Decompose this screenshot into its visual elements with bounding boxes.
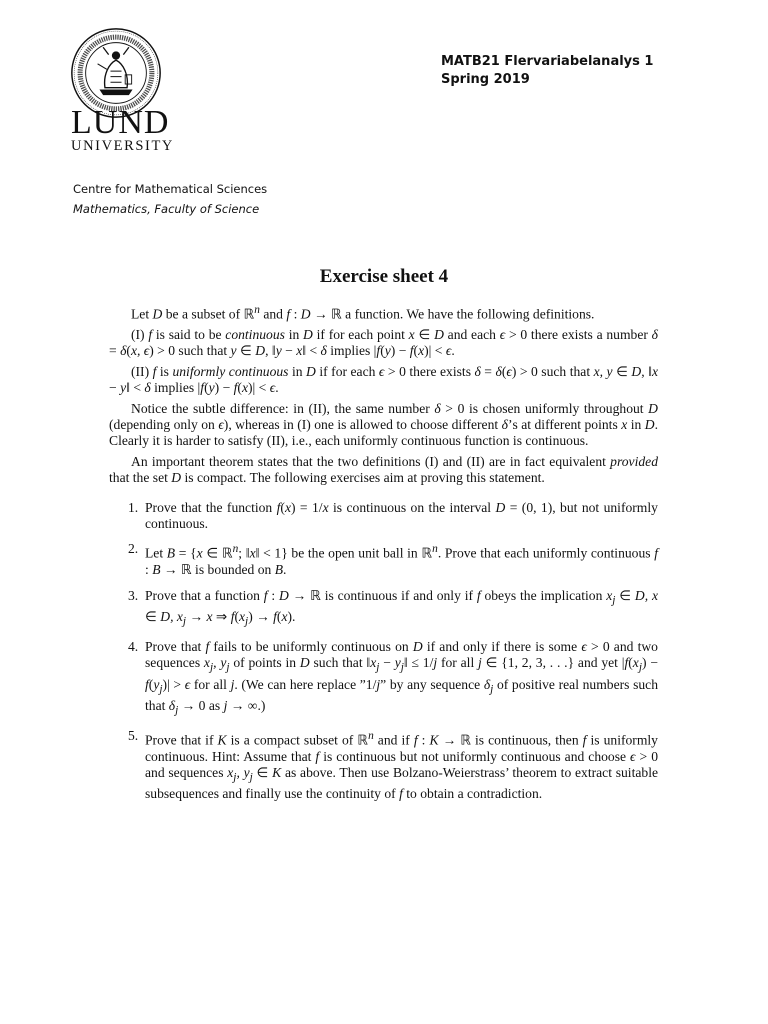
course-term: Spring 2019: [441, 72, 530, 87]
exercise-number: 5.: [128, 727, 139, 743]
definition-uniform: (II) f is uniformly continuous in D if for each ϵ > 0 there exists δ = δ(ϵ) > 0 such that x, y ∈ D, ‖x − y‖ < δ implies |f(y) − f(x)| < ϵ.: [109, 363, 659, 396]
exercise-number: 4.: [128, 639, 139, 654]
document-body: [109, 302, 658, 812]
exercise-number: 1.: [128, 499, 139, 515]
exercise-list: [109, 500, 658, 803]
exercise-item: 5. Prove that if K is a compact subset of ℝ$^n$ and if f : K → ℝ is continuous, then f is uniformly continuous. Hint: Assume that f is continuous but not uniformly continuous and choose ϵ > 0 and sequences $x_j$, $y_j$ ∈ K as above. Then use Bolzano-Weierstrass’ theorem to extract suitable subsequences and finally use the continuity of f to obtain a contradiction.: [128, 727, 659, 802]
faculty-name: Mathematics, Faculty of Science: [73, 201, 260, 216]
exercise-item: 2. Let B = {x ∈ ℝ$^n$; ‖x‖ < 1} be the open unit ball in ℝ$^n$. Prove that each uniformly continuous f : B → ℝ is bounded on B.: [128, 541, 659, 578]
exercise-number: 2.: [128, 541, 139, 557]
department-name: Centre for Mathematical Sciences: [73, 182, 268, 196]
department-info: [73, 180, 267, 219]
intro-paragraph: Let D be a subset of ℝ$^n$ and f : D → ℝ a function. We have the following definitions.: [131, 304, 595, 322]
exercise-item: 1. Prove that the function f(x) = 1/x is continuous on the interval D = (0, 1), but not uniformly continuous.: [128, 499, 658, 531]
logo-subtitle: UNIVERSITY: [71, 138, 174, 154]
page-title: Exercise sheet 4: [319, 266, 449, 287]
exercise-item: 3. Prove that a function f : D → ℝ is continuous if and only if f obeys the implication $x_j$ ∈ D, x ∈ D, $x_j \to x$ ⇒ $f(x_j) \to f(x)$.: [128, 587, 659, 628]
theorem-paragraph: An important theorem states that the two definitions (I) and (II) are in fact equivalent provided that the set D is compact. The following exercises aim at proving this statement.: [109, 453, 658, 486]
course-info: [441, 53, 653, 89]
exercise-number: 3.: [128, 587, 139, 603]
definition-continuous: (I) f is said to be continuous in D if for each point x ∈ D and each ϵ > 0 there exists a number δ = δ(x, ϵ) > 0 such that y ∈ D, ‖y − x‖ < δ implies |f(y) − f(x)| < ϵ.: [109, 326, 658, 359]
difference-paragraph: Notice the subtle difference: in (II), the same number δ > 0 is chosen uniformly throughout D (depending only on ϵ), whereas in (I) one is allowed to choose different δ’s at different points x in D. Clearly it is harder to satisfy (II), i.e., each uniformly continuous function is continuous.: [109, 400, 658, 449]
logo-wordmark: LUND: [71, 104, 170, 141]
course-name: MATB21 Flervariabelanalys 1: [441, 54, 654, 69]
exercise-item: 4. Prove that f fails to be uniformly continuous on D if and only if there is some ϵ > 0 and two sequences $x_j$, $y_j$ of points in D such that $‖x_j$ − $y_j‖ \le 1/j$ for all j ∈ {1, 2, 3, . . .} and yet $|f(x_j) - f(y_j)| > \epsilon$ for all j. (We can here replace ”1/j” by any sequence $\delta_j$ of positive real numbers such that $\delta_j \to 0$ as j → ∞.): [128, 639, 658, 717]
